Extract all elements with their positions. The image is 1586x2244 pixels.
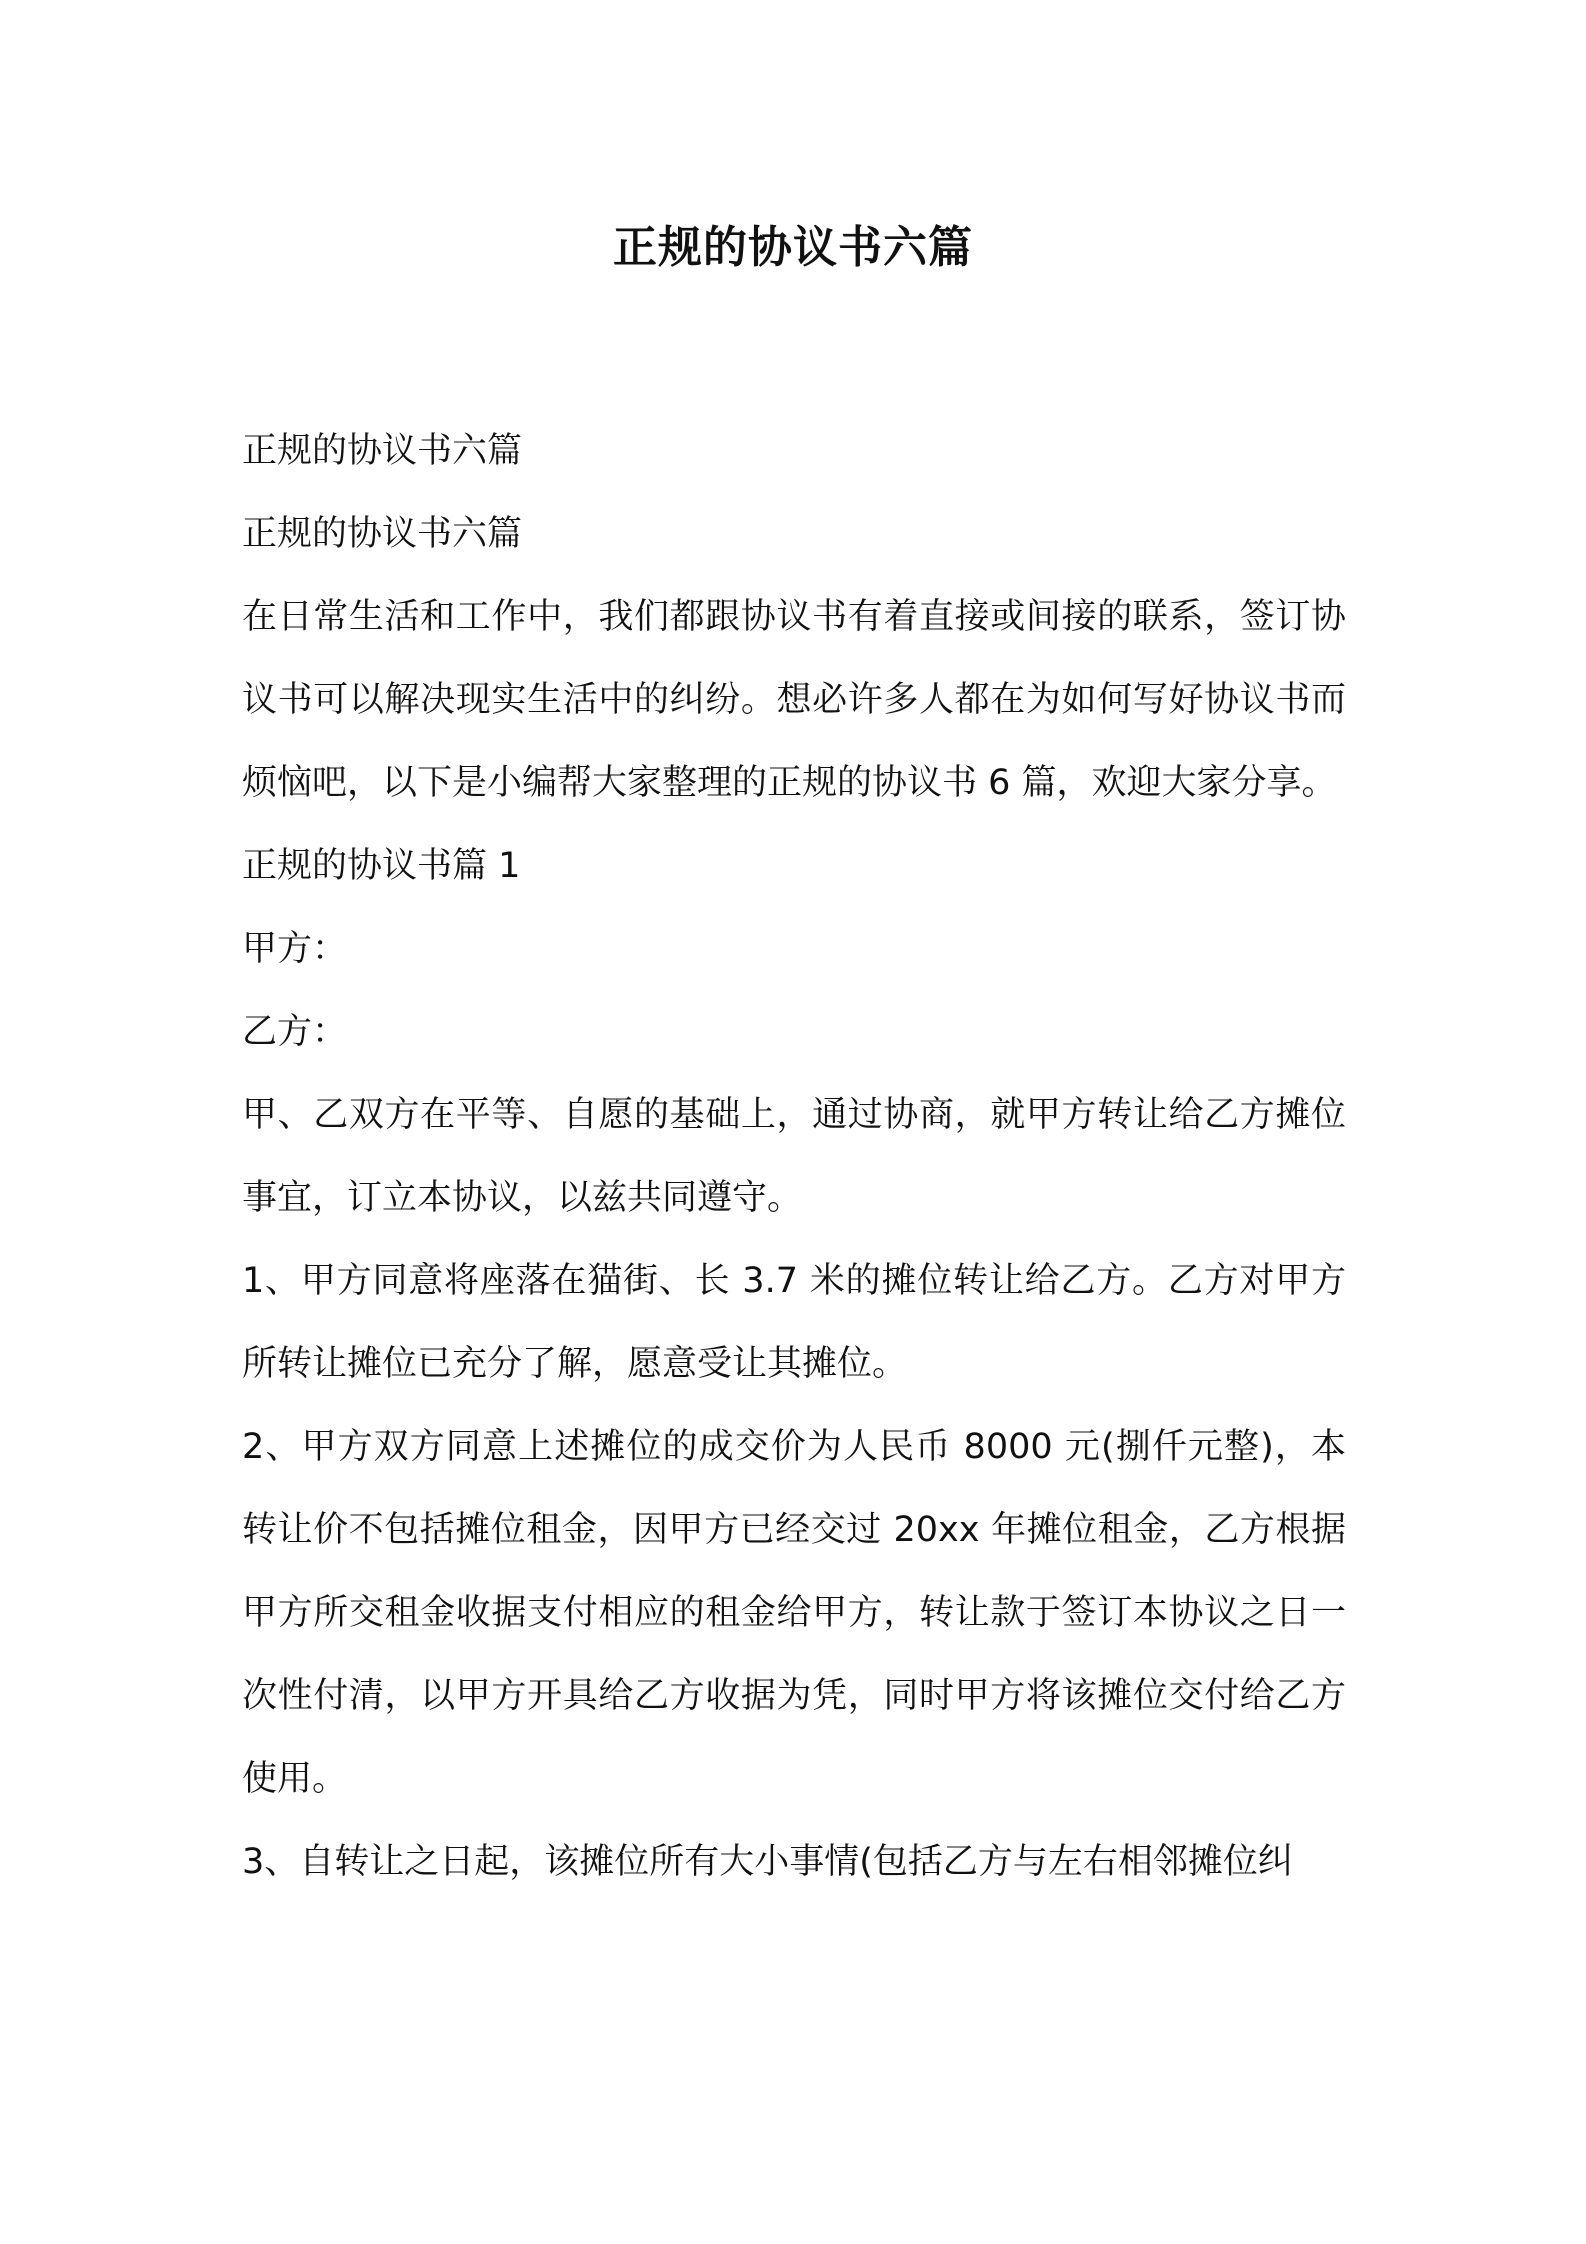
clause-3: 3、自转让之日起，该摊位所有大小事情(包括乙方与左右相邻摊位纠 (242, 1842, 1293, 1882)
clause-2: 2、甲方双方同意上述摊位的成交价为人民币 8000 元(捌仟元整)，本转让价不包括摊位租金，因甲方已经交过 20xx 年摊位租金，乙方根据甲方所交租金收据支付相应的租金给甲方，转让款于签订本协议之日一次性付清，以甲方开具给乙方收据为凭，同时甲方将该摊位交付给乙方使用。 (242, 1427, 1346, 1799)
subtitle-line: 正规的协议书六篇 (242, 431, 523, 471)
party-b-line: 乙方： (242, 1012, 348, 1052)
party-a-line: 甲方： (242, 929, 348, 969)
document-body (242, 410, 1346, 1904)
subtitle-line: 正规的协议书六篇 (242, 514, 523, 554)
section-heading: 正规的协议书篇 1 (242, 846, 521, 886)
clause-1: 1、甲方同意将座落在猫街、长 3.7 米的摊位转让给乙方。乙方对甲方所转让摊位已充分了解，愿意受让其摊位。 (242, 1261, 1346, 1384)
intro-paragraph: 在日常生活和工作中，我们都跟协议书有着直接或间接的联系，签订协议书可以解决现实生活中的纠纷。想必许多人都在为如何写好协议书而烦恼吧，以下是小编帮大家整理的正规的协议书 6 篇，欢迎大家分享。 (242, 597, 1346, 803)
preamble-paragraph: 甲、乙双方在平等、自愿的基础上，通过协商，就甲方转让给乙方摊位事宜，订立本协议，以兹共同遵守。 (242, 1095, 1346, 1218)
document-title: 正规的协议书六篇 (613, 222, 973, 273)
